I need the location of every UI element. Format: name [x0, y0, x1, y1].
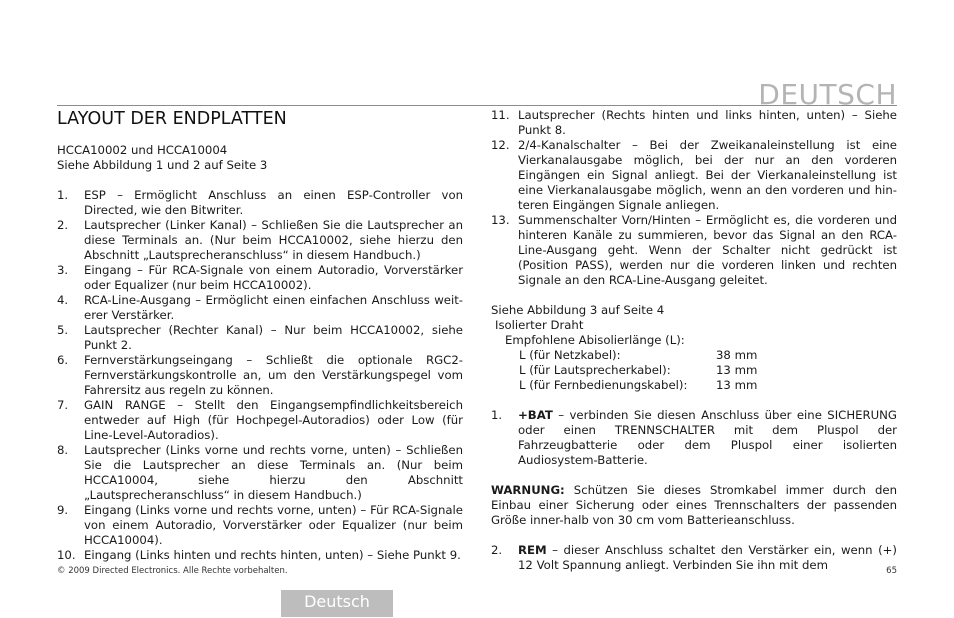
list-item	[57, 218, 463, 263]
list-item	[57, 188, 463, 218]
item-text: RCA-Line-Ausgang – Ermöglicht einen einfachen Anschluss weit-erer Verstärker.	[84, 293, 463, 322]
list-item	[491, 213, 897, 288]
rem-item	[491, 543, 897, 573]
header-rule	[57, 105, 897, 106]
spec-row	[491, 378, 897, 393]
spec-row	[491, 363, 897, 378]
list-item	[57, 548, 463, 563]
spec-value: 13 mm	[716, 363, 758, 377]
model-line: HCCA10002 und HCCA10004	[57, 143, 228, 157]
right-item-list	[491, 108, 897, 288]
item-text	[518, 543, 897, 573]
item-text: Lautsprecher (Linker Kanal) – Schließen Sie die Lautsprecher an diese Terminals an. (Nur beim HCCA10002, siehe hierzu den Abschnitt „Lautsprecheranschluss“ in diesem Handbuch.)	[84, 218, 463, 262]
spec-value: 13 mm	[716, 378, 758, 392]
spec-label: L (für Netzkabel):	[519, 348, 621, 362]
item-number: 6.	[57, 353, 69, 367]
copyright: © 2009 Directed Electronics. Alle Rechte vorbehalten.	[57, 566, 288, 576]
figure-reference: Siehe Abbildung 3 auf Seite 4	[491, 303, 665, 317]
list-item	[57, 353, 463, 398]
item-number: 4.	[57, 293, 69, 307]
term-rem: REM	[518, 543, 547, 557]
item-number: 2.	[491, 543, 503, 557]
item-number: 1.	[57, 188, 69, 202]
warning-label: WARNUNG:	[491, 483, 565, 497]
item-text: Summenschalter Vorn/Hinten – Ermöglicht es, die vorderen und hinteren Kanäle zu summieren, bevor das Signal an den RCA-Line-Ausgang geht. Wenn der Schalter nicht gedrückt ist (Position PASS), werden nur die vorderen linken und rechten Signale an den RCA-Line-Ausgang geleitet.	[518, 213, 897, 287]
item-number: 7.	[57, 398, 69, 412]
spec-value: 38 mm	[716, 348, 758, 362]
language-tab[interactable]: Deutsch	[281, 590, 393, 617]
rem-description: – dieser Anschluss schaltet den Verstärker ein, wenn (+) 12 Volt Spannung anliegt. Verbinden Sie ihn mit dem	[518, 543, 897, 572]
bat-item	[491, 408, 897, 468]
spec-label: L (für Fernbedienungskabel):	[519, 378, 688, 392]
warning-paragraph	[491, 483, 897, 528]
list-item	[57, 503, 463, 548]
item-number: 11.	[491, 108, 510, 122]
left-item-list	[57, 188, 463, 563]
list-item	[57, 398, 463, 443]
list-item	[491, 108, 897, 138]
warning-text: Schützen Sie dieses Stromkabel immer durch den Einbau einer Sicherung oder eines Trennschalters der passenden Größe inner-halb von 30 cm vom Batterieanschluss.	[491, 483, 897, 527]
item-number: 8.	[57, 443, 69, 457]
section-title: LAYOUT DER ENDPLATTEN	[57, 109, 287, 129]
item-number: 12.	[491, 138, 510, 152]
item-text: Lautsprecher (Rechter Kanal) – Nur beim HCCA10002, siehe Punkt 2.	[84, 323, 463, 352]
list-item	[57, 323, 463, 353]
bat-description: – verbinden Sie diesen Anschluss über eine SICHERUNG oder einen TRENNSCHALTER mit dem Pluspol der Fahrzeugbatterie oder dem Pluspol einer isolierten Audiosystem-Batterie.	[518, 408, 897, 467]
page-number: 65	[886, 566, 897, 576]
list-item	[57, 293, 463, 323]
item-text: Fernverstärkungseingang – Schließt die optionale RGC2-Fernverstärkungskontrolle an, um den Verstärkungspegel vom Fahrersitz aus regeln zu können.	[84, 353, 463, 397]
left-column	[57, 143, 463, 563]
item-number: 5.	[57, 323, 69, 337]
item-number: 9.	[57, 503, 69, 517]
item-number: 1.	[491, 408, 503, 422]
list-item	[57, 263, 463, 293]
item-text: Lautsprecher (Links vorne und rechts vorne, unten) – Schließen Sie die Lautsprecher an diese Terminals an. (Nur beim HCCA10004, siehe hierzu den Abschnitt „Lautsprecheranschluss“ in diesem Handbuch.)	[84, 443, 463, 502]
right-column	[491, 108, 897, 573]
list-item	[491, 138, 897, 213]
item-text: 2/4-Kanalschalter – Bei der Zweikanaleinstellung ist eine Vierkanalausgabe möglich, bei der nur an den vorderen Eingängen ein Signal anliegt. Bei der Vierkanaleinstellung ist eine Vierkanalausgabe möglich, wenn an den vorderen und hin-teren Eingängen Signale anliegen.	[518, 138, 897, 212]
spec-row	[491, 348, 897, 363]
item-text: Lautsprecher (Rechts hinten und links hinten, unten) – Siehe Punkt 8.	[518, 108, 897, 137]
term-bat: +BAT	[518, 408, 553, 422]
item-text: ESP – Ermöglicht Anschluss an einen ESP-Controller von Directed, wie den Bitwriter.	[84, 188, 463, 217]
item-number: 13.	[491, 213, 510, 227]
list-item	[57, 443, 463, 503]
strip-length-label: Empfohlene Abisolierlänge (L):	[505, 333, 685, 347]
item-text: Eingang (Links hinten und rechts hinten, unten) – Siehe Punkt 9.	[84, 548, 461, 562]
item-number: 2.	[57, 218, 69, 232]
item-text: Eingang – Für RCA-Signale von einem Autoradio, Vorverstärker oder Equalizer (nur beim HCCA10002).	[84, 263, 463, 292]
spec-label: L (für Lautsprecherkabel):	[519, 363, 671, 377]
item-number: 10.	[57, 548, 76, 562]
item-text: GAIN RANGE – Stellt den Eingangsempfindlichkeitsbereich entweder auf High (für Hochpegel-Autoradios) oder Low (für Line-Level-Autoradios).	[84, 398, 463, 442]
item-text	[518, 408, 897, 468]
item-text: Eingang (Links vorne und rechts vorne, unten) – Für RCA-Signale von einem Autoradio, Vorverstärker oder Equalizer (nur beim HCCA10004).	[84, 503, 463, 547]
item-number: 3.	[57, 263, 69, 277]
language-title: DEUTSCH	[758, 78, 897, 111]
figure-reference: Siehe Abbildung 1 und 2 auf Seite 3	[57, 158, 268, 172]
wire-label: Isolierter Draht	[495, 318, 584, 332]
